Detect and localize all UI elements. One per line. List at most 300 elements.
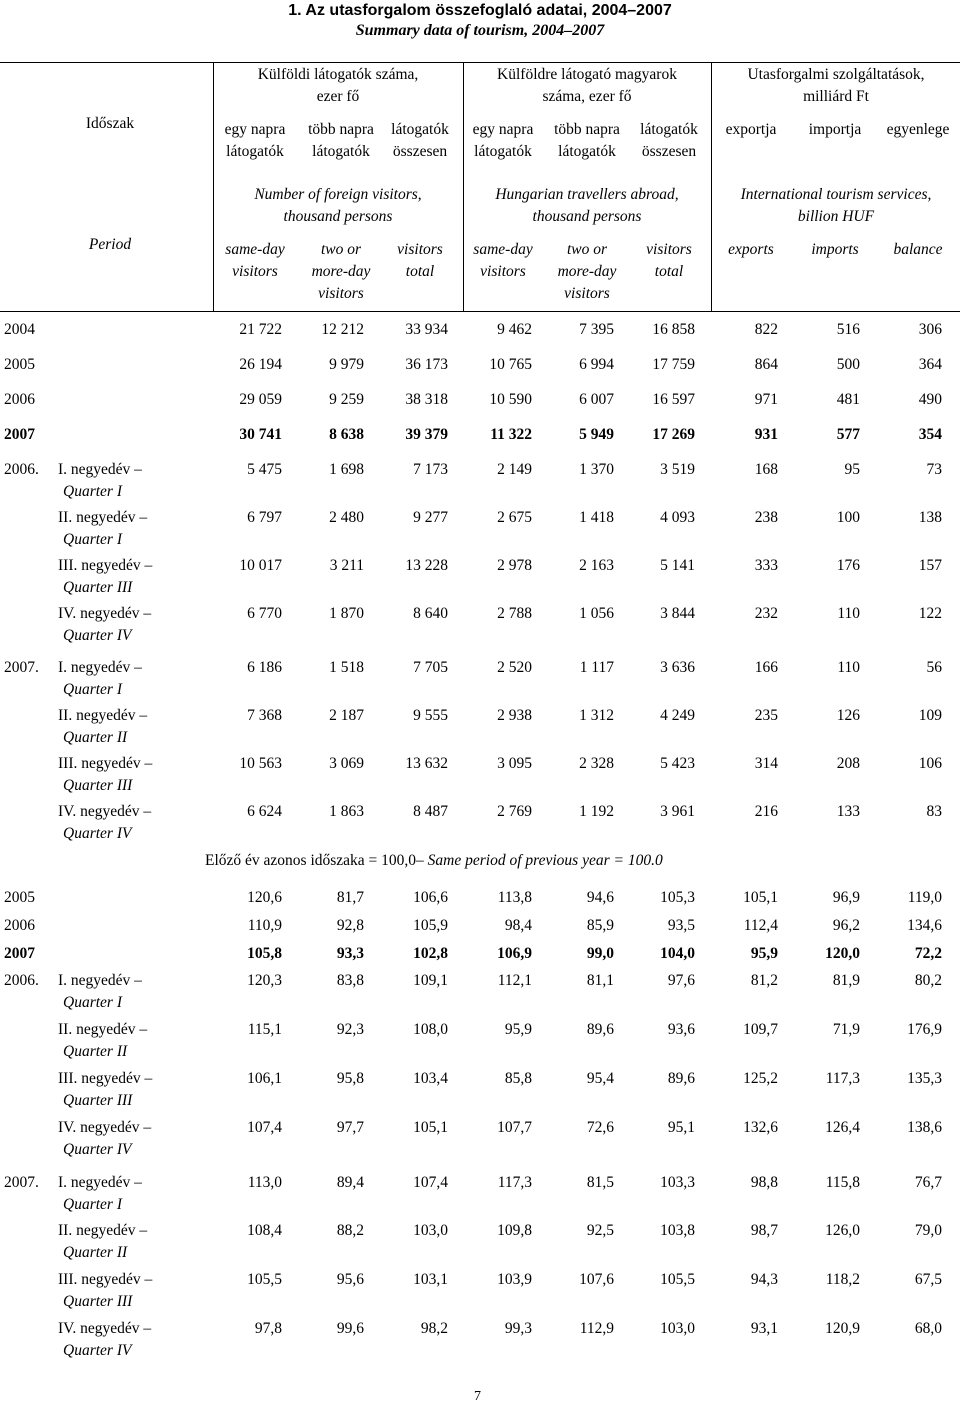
table-cell: 83 xyxy=(926,803,942,820)
year-row xyxy=(0,354,960,376)
row-quarter-en: Quarter I xyxy=(63,531,122,548)
table-cell: 98,4 xyxy=(504,917,532,934)
table-cell: 13 632 xyxy=(405,755,448,772)
column-group-hu: Külföldi látogatók száma, ezer fő xyxy=(257,66,419,105)
quarter-row xyxy=(0,657,960,698)
table-cell: 36 173 xyxy=(405,356,448,373)
row-label: 2005 xyxy=(4,889,35,906)
table-cell: 93,3 xyxy=(336,945,364,962)
table-cell: 92,5 xyxy=(586,1222,614,1239)
table-cell: 132,6 xyxy=(743,1119,778,1136)
table-cell: 95,4 xyxy=(586,1070,614,1087)
table-cell: 107,6 xyxy=(579,1271,614,1288)
table-cell: 115,1 xyxy=(247,1021,282,1038)
table-cell: 1 870 xyxy=(329,605,364,622)
column-group-hu: Utasforgalmi szolgáltatások, milliárd Ft xyxy=(747,66,925,105)
table-cell: 94,6 xyxy=(586,889,614,906)
table-cell: 81,9 xyxy=(832,972,860,989)
column-header-en: two or more-day visitors xyxy=(311,241,371,302)
table-cell: 4 249 xyxy=(660,707,695,724)
row-label: 2004 xyxy=(4,321,35,338)
row-quarter-hu: IV. negyedév – xyxy=(58,803,152,820)
table-cell: 232 xyxy=(754,605,778,622)
table-cell: 168 xyxy=(754,461,778,478)
column-header-en: balance xyxy=(893,241,943,258)
quarter-row xyxy=(0,507,960,548)
column-group-hu: Külföldre látogató magyarok száma, ezer fő xyxy=(497,66,677,105)
row-quarter-en: Quarter I xyxy=(63,483,122,500)
table-cell: 106 xyxy=(918,755,942,772)
table-cell: 9 277 xyxy=(413,509,448,526)
row-quarter-hu: I. negyedév – xyxy=(58,972,142,989)
table-cell: 1 863 xyxy=(329,803,364,820)
table-cell: 12 212 xyxy=(321,321,364,338)
table-cell: 4 093 xyxy=(660,509,695,526)
row-label: 2007 xyxy=(4,426,35,443)
table-cell: 68,0 xyxy=(914,1320,942,1337)
table-cell: 26 194 xyxy=(239,356,282,373)
quarter-row xyxy=(0,555,960,596)
row-quarter-en: Quarter IV xyxy=(63,825,132,842)
row-quarter-en: Quarter II xyxy=(63,729,128,746)
table-cell: 109,1 xyxy=(413,972,448,989)
table-cell: 112,1 xyxy=(497,972,532,989)
table-cell: 80,2 xyxy=(914,972,942,989)
table-cell: 17 759 xyxy=(652,356,695,373)
table-cell: 176 xyxy=(836,557,860,574)
quarter-row xyxy=(0,603,960,644)
table-cell: 1 117 xyxy=(579,659,614,676)
column-header-en: visitors total xyxy=(646,241,692,280)
row-quarter-en: Quarter III xyxy=(63,579,133,596)
table-cell: 118,2 xyxy=(825,1271,860,1288)
row-quarter-en: Quarter II xyxy=(63,1043,128,1060)
table-cell: 9 462 xyxy=(497,321,532,338)
row-quarter-en: Quarter II xyxy=(63,1244,128,1261)
table-cell: 235 xyxy=(754,707,778,724)
table-cell: 103,3 xyxy=(660,1174,695,1191)
row-quarter-hu: IV. negyedév – xyxy=(58,605,152,622)
quarter-row xyxy=(0,753,960,794)
row-label: 2006 xyxy=(4,391,35,408)
table-cell: 107,7 xyxy=(497,1119,532,1136)
table-cell: 85,8 xyxy=(504,1070,532,1087)
table-cell: 2 149 xyxy=(497,461,532,478)
table-cell: 98,8 xyxy=(750,1174,778,1191)
row-year: 2007. xyxy=(4,659,39,676)
table-cell: 98,2 xyxy=(420,1320,448,1337)
table-cell: 125,2 xyxy=(743,1070,778,1087)
table-cell: 97,7 xyxy=(336,1119,364,1136)
row-quarter-hu: II. negyedév – xyxy=(58,1222,148,1239)
table-cell: 1 370 xyxy=(579,461,614,478)
quarter-row xyxy=(0,970,960,1011)
table-cell: 98,7 xyxy=(750,1222,778,1239)
table-subtitle: Summary data of tourism, 2004–2007 xyxy=(355,22,605,39)
table-cell: 126 xyxy=(836,707,860,724)
table-cell: 105,9 xyxy=(413,917,448,934)
row-quarter-hu: I. negyedév – xyxy=(58,1174,142,1191)
table-cell: 97,8 xyxy=(254,1320,282,1337)
row-quarter-hu: III. negyedév – xyxy=(58,755,153,772)
quarter-row xyxy=(0,705,960,746)
table-cell: 5 423 xyxy=(660,755,695,772)
table-cell: 864 xyxy=(754,356,778,373)
table-cell: 89,6 xyxy=(586,1021,614,1038)
table-cell: 216 xyxy=(754,803,778,820)
table-cell: 333 xyxy=(754,557,778,574)
table-cell: 96,9 xyxy=(832,889,860,906)
year-row xyxy=(0,389,960,411)
table-cell: 5 141 xyxy=(660,557,695,574)
table-cell: 16 858 xyxy=(652,321,695,338)
column-group-en: Number of foreign visitors, thousand persons xyxy=(254,186,422,225)
table-cell: 95,1 xyxy=(667,1119,695,1136)
quarter-row xyxy=(0,801,960,842)
row-quarter-en: Quarter III xyxy=(63,1092,133,1109)
table-cell: 208 xyxy=(836,755,860,772)
table-cell: 238 xyxy=(754,509,778,526)
table-cell: 95,9 xyxy=(750,945,778,962)
table-cell: 29 059 xyxy=(239,391,282,408)
table-cell: 106,6 xyxy=(413,889,448,906)
table-cell: 364 xyxy=(918,356,942,373)
row-quarter-hu: II. negyedév – xyxy=(58,707,148,724)
table-cell: 2 938 xyxy=(497,707,532,724)
table-cell: 157 xyxy=(918,557,942,574)
table-cell: 99,3 xyxy=(504,1320,532,1337)
table-cell: 1 056 xyxy=(579,605,614,622)
table-cell: 105,5 xyxy=(247,1271,282,1288)
column-header-hu: látogatók összesen xyxy=(640,121,698,160)
table-cell: 7 395 xyxy=(579,321,614,338)
row-label: 2006 xyxy=(4,917,35,934)
table-cell: 103,0 xyxy=(660,1320,695,1337)
row-quarter-en: Quarter I xyxy=(63,994,122,1011)
table-cell: 85,9 xyxy=(586,917,614,934)
header-top-rule xyxy=(0,62,960,63)
table-cell: 110,9 xyxy=(247,917,282,934)
row-quarter-hu: I. negyedév – xyxy=(58,461,142,478)
table-cell: 2 769 xyxy=(497,803,532,820)
table-cell: 3 961 xyxy=(660,803,695,820)
table-cell: 7 173 xyxy=(413,461,448,478)
table-cell: 95 xyxy=(844,461,860,478)
table-cell: 105,5 xyxy=(660,1271,695,1288)
table-cell: 108,4 xyxy=(247,1222,282,1239)
column-header-hu: egyenlege xyxy=(886,121,950,138)
table-cell: 99,0 xyxy=(586,945,614,962)
year-row xyxy=(0,319,960,341)
page-number: 7 xyxy=(474,1389,481,1404)
row-quarter-hu: III. negyedév – xyxy=(58,557,153,574)
table-cell: 3 636 xyxy=(660,659,695,676)
table-cell: 2 328 xyxy=(579,755,614,772)
table-cell: 138 xyxy=(918,509,942,526)
table-cell: 11 322 xyxy=(490,426,532,443)
table-cell: 113,0 xyxy=(247,1174,282,1191)
table-cell: 103,9 xyxy=(497,1271,532,1288)
quarter-row xyxy=(0,1172,960,1213)
table-cell: 93,5 xyxy=(667,917,695,934)
table-cell: 6 624 xyxy=(247,803,282,820)
table-cell: 6 186 xyxy=(247,659,282,676)
table-cell: 94,3 xyxy=(750,1271,778,1288)
quarter-row xyxy=(0,1318,960,1359)
table-cell: 104,0 xyxy=(660,945,695,962)
column-header-en: imports xyxy=(811,241,859,258)
table-cell: 1 698 xyxy=(329,461,364,478)
table-cell: 103,4 xyxy=(413,1070,448,1087)
table-cell: 306 xyxy=(918,321,942,338)
table-cell: 99,6 xyxy=(336,1320,364,1337)
table-cell: 822 xyxy=(754,321,778,338)
table-cell: 97,6 xyxy=(667,972,695,989)
table-cell: 105,1 xyxy=(743,889,778,906)
table-cell: 971 xyxy=(754,391,778,408)
table-cell: 71,9 xyxy=(832,1021,860,1038)
table-cell: 135,3 xyxy=(907,1070,942,1087)
table-cell: 138,6 xyxy=(907,1119,942,1136)
table-title: 1. Az utasforgalom összefoglaló adatai, 2004–2007 xyxy=(288,2,672,19)
row-quarter-en: Quarter IV xyxy=(63,1342,132,1359)
table-cell: 8 487 xyxy=(413,803,448,820)
row-label: 2007 xyxy=(4,945,35,962)
row-quarter-en: Quarter IV xyxy=(63,627,132,644)
index-separator xyxy=(205,852,663,870)
table-cell: 3 069 xyxy=(329,755,364,772)
table-cell: 9 259 xyxy=(329,391,364,408)
table-cell: 8 640 xyxy=(413,605,448,622)
table-cell: 2 520 xyxy=(497,659,532,676)
table-cell: 106,1 xyxy=(247,1070,282,1087)
row-year: 2006. xyxy=(4,972,39,989)
table-cell: 105,1 xyxy=(413,1119,448,1136)
table-cell: 106,9 xyxy=(497,945,532,962)
separator-hu: Előző év azonos időszaka = 100,0– xyxy=(205,852,428,869)
table-cell: 30 741 xyxy=(239,426,282,443)
table-cell: 1 192 xyxy=(579,803,614,820)
row-quarter-en: Quarter I xyxy=(63,681,122,698)
table-cell: 354 xyxy=(918,426,942,443)
table-cell: 33 934 xyxy=(405,321,448,338)
table-cell: 9 979 xyxy=(329,356,364,373)
table-cell: 6 797 xyxy=(247,509,282,526)
quarter-row xyxy=(0,459,960,500)
table-cell: 7 705 xyxy=(413,659,448,676)
table-cell: 126,4 xyxy=(825,1119,860,1136)
table-cell: 83,8 xyxy=(336,972,364,989)
table-cell: 79,0 xyxy=(914,1222,942,1239)
table-cell: 95,6 xyxy=(336,1271,364,1288)
row-quarter-hu: II. negyedév – xyxy=(58,1021,148,1038)
table-cell: 109,8 xyxy=(497,1222,532,1239)
table-cell: 76,7 xyxy=(914,1174,942,1191)
table-cell: 105,3 xyxy=(660,889,695,906)
table-cell: 6 770 xyxy=(247,605,282,622)
table-cell: 56 xyxy=(926,659,942,676)
table-cell: 21 722 xyxy=(239,321,282,338)
table-cell: 103,1 xyxy=(413,1271,448,1288)
table-cell: 103,0 xyxy=(413,1222,448,1239)
table-cell: 8 638 xyxy=(329,426,364,443)
table-cell: 95,9 xyxy=(504,1021,532,1038)
quarter-row xyxy=(0,1220,960,1261)
table-cell: 110 xyxy=(837,659,860,676)
table-cell: 6 994 xyxy=(579,356,614,373)
table-cell: 3 211 xyxy=(329,557,364,574)
table-cell: 113,8 xyxy=(497,889,532,906)
period-label-en: Period xyxy=(88,236,132,253)
table-cell: 2 788 xyxy=(497,605,532,622)
row-quarter-hu: I. negyedév – xyxy=(58,659,142,676)
column-header-hu: több napra látogatók xyxy=(554,121,620,160)
table-cell: 93,6 xyxy=(667,1021,695,1038)
quarter-row xyxy=(0,1117,960,1158)
table-cell: 73 xyxy=(926,461,942,478)
row-quarter-en: Quarter IV xyxy=(63,1141,132,1158)
column-header-en: visitors total xyxy=(397,241,443,280)
year-row xyxy=(0,915,960,937)
table-cell: 72,2 xyxy=(914,945,942,962)
table-cell: 3 844 xyxy=(660,605,695,622)
table-cell: 2 187 xyxy=(329,707,364,724)
table-cell: 126,0 xyxy=(825,1222,860,1239)
table-cell: 1 418 xyxy=(579,509,614,526)
table-cell: 516 xyxy=(836,321,860,338)
table-cell: 3 519 xyxy=(660,461,695,478)
row-quarter-hu: III. negyedév – xyxy=(58,1070,153,1087)
table-cell: 7 368 xyxy=(247,707,282,724)
table-cell: 120,3 xyxy=(247,972,282,989)
table-cell: 96,2 xyxy=(832,917,860,934)
table-cell: 117,3 xyxy=(825,1070,860,1087)
table-cell: 500 xyxy=(836,356,860,373)
table-cell: 176,9 xyxy=(907,1021,942,1038)
table-cell: 3 095 xyxy=(497,755,532,772)
table-cell: 2 480 xyxy=(329,509,364,526)
table-cell: 115,8 xyxy=(825,1174,860,1191)
separator-en: Same period of previous year = 100.0 xyxy=(427,852,663,869)
column-header-en: exports xyxy=(728,241,774,258)
column-header-en: same-day visitors xyxy=(473,241,533,280)
table-cell: 88,2 xyxy=(336,1222,364,1239)
row-quarter-hu: IV. negyedév – xyxy=(58,1119,152,1136)
table-cell: 13 228 xyxy=(405,557,448,574)
table-cell: 89,4 xyxy=(336,1174,364,1191)
table-cell: 89,6 xyxy=(667,1070,695,1087)
table-cell: 39 379 xyxy=(405,426,448,443)
table-cell: 38 318 xyxy=(405,391,448,408)
table-cell: 107,4 xyxy=(247,1119,282,1136)
table-cell: 16 597 xyxy=(652,391,695,408)
table-cell: 6 007 xyxy=(579,391,614,408)
table-cell: 92,3 xyxy=(336,1021,364,1038)
table-cell: 81,5 xyxy=(586,1174,614,1191)
row-quarter-en: Quarter III xyxy=(63,1293,133,1310)
table-cell: 81,7 xyxy=(336,889,364,906)
header-bottom-rule xyxy=(0,311,960,312)
row-quarter-en: Quarter III xyxy=(63,777,133,794)
table-cell: 2 978 xyxy=(497,557,532,574)
table-cell: 110 xyxy=(837,605,860,622)
table-cell: 577 xyxy=(836,426,860,443)
table-cell: 102,8 xyxy=(413,945,448,962)
table-cell: 490 xyxy=(918,391,942,408)
row-year: 2006. xyxy=(4,461,39,478)
column-header-hu: egy napra látogatók xyxy=(224,121,286,160)
table-cell: 119,0 xyxy=(907,889,942,906)
year-row xyxy=(0,887,960,909)
table-cell: 72,6 xyxy=(586,1119,614,1136)
table-cell: 81,1 xyxy=(586,972,614,989)
quarter-row xyxy=(0,1019,960,1060)
table-cell: 133 xyxy=(836,803,860,820)
table-cell: 103,8 xyxy=(660,1222,695,1239)
table-cell: 93,1 xyxy=(750,1320,778,1337)
table-cell: 9 555 xyxy=(413,707,448,724)
table-cell: 81,2 xyxy=(750,972,778,989)
table-cell: 108,0 xyxy=(413,1021,448,1038)
period-label-hu: Időszak xyxy=(85,115,135,132)
column-header-hu: több napra látogatók xyxy=(308,121,374,160)
table-cell: 95,8 xyxy=(336,1070,364,1087)
row-quarter-en: Quarter I xyxy=(63,1196,122,1213)
table-cell: 5 949 xyxy=(579,426,614,443)
column-group-en: Hungarian travellers abroad, thousand persons xyxy=(495,186,679,225)
table-cell: 92,8 xyxy=(336,917,364,934)
table-cell: 109 xyxy=(918,707,942,724)
table-cell: 120,9 xyxy=(825,1320,860,1337)
table-cell: 120,0 xyxy=(825,945,860,962)
table-cell: 100 xyxy=(836,509,860,526)
table-cell: 134,6 xyxy=(907,917,942,934)
table-cell: 481 xyxy=(836,391,860,408)
table-cell: 112,4 xyxy=(743,917,778,934)
table-cell: 105,8 xyxy=(247,945,282,962)
column-header-en: two or more-day visitors xyxy=(557,241,617,302)
quarter-row xyxy=(0,1269,960,1310)
column-header-hu: egy napra látogatók xyxy=(472,121,534,160)
row-quarter-hu: IV. negyedév – xyxy=(58,1320,152,1337)
row-year: 2007. xyxy=(4,1174,39,1191)
table-cell: 109,7 xyxy=(743,1021,778,1038)
table-cell: 10 017 xyxy=(239,557,282,574)
row-quarter-hu: II. negyedév – xyxy=(58,509,148,526)
year-row xyxy=(0,943,960,965)
table-cell: 120,6 xyxy=(247,889,282,906)
row-label: 2005 xyxy=(4,356,35,373)
table-cell: 10 590 xyxy=(489,391,532,408)
column-header-hu: látogatók összesen xyxy=(391,121,449,160)
table-cell: 166 xyxy=(754,659,778,676)
table-cell: 67,5 xyxy=(914,1271,942,1288)
table-cell: 17 269 xyxy=(652,426,695,443)
table-cell: 107,4 xyxy=(413,1174,448,1191)
table-cell: 10 563 xyxy=(239,755,282,772)
table-cell: 931 xyxy=(754,426,778,443)
column-header-hu: importja xyxy=(808,121,862,138)
table-cell: 5 475 xyxy=(247,461,282,478)
column-header-en: same-day visitors xyxy=(225,241,285,280)
table-cell: 1 312 xyxy=(579,707,614,724)
table-cell: 1 518 xyxy=(329,659,364,676)
table-cell: 112,9 xyxy=(579,1320,614,1337)
column-header-hu: exportja xyxy=(725,121,777,138)
table-cell: 2 163 xyxy=(579,557,614,574)
row-quarter-hu: III. negyedév – xyxy=(58,1271,153,1288)
table-cell: 117,3 xyxy=(497,1174,532,1191)
